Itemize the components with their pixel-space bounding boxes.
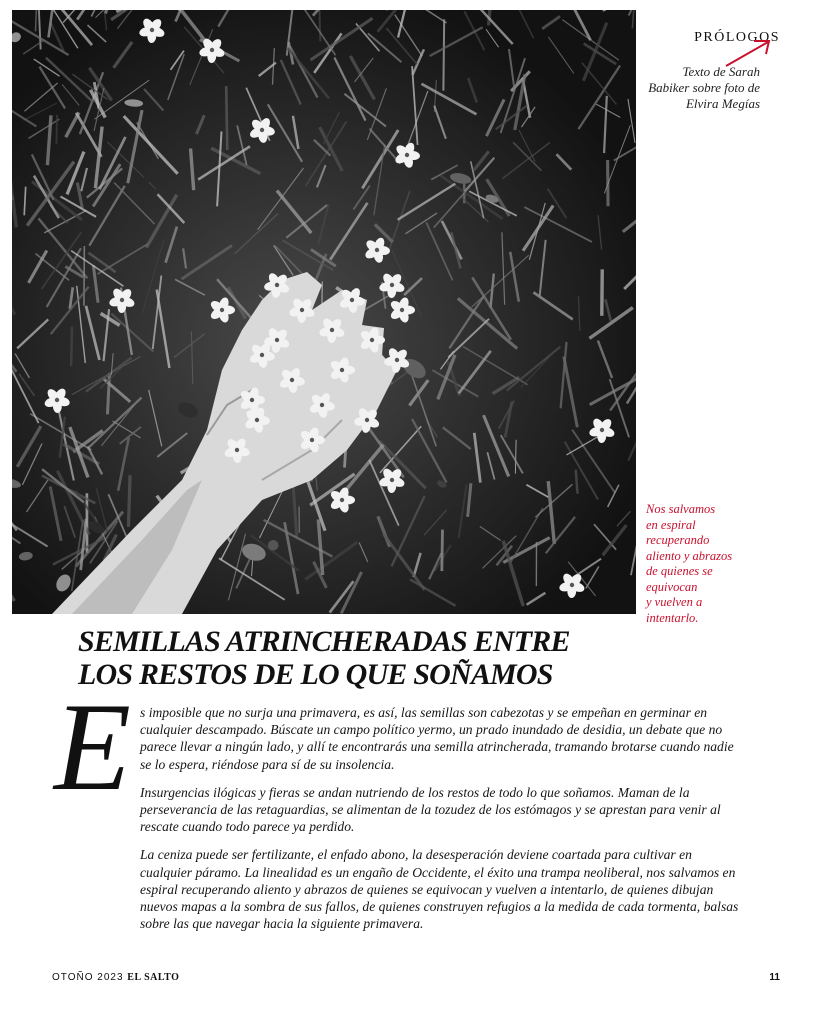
pull-quote-line: en espiral <box>646 517 696 532</box>
pull-quote-line: y vuelven a <box>646 595 703 609</box>
pull-quote-line: Nos salvamos <box>646 502 716 516</box>
article-body <box>140 704 740 943</box>
pull-quote <box>646 502 776 626</box>
issue-label: OTOÑO 2023 <box>52 972 124 983</box>
footer-issue <box>52 972 179 983</box>
paragraph: s imposible que no surja una primavera, es así, las semillas son cabezotas y se empeñan en germinar en cualquier descampado. Búscate un campo político yermo, un prado inundado de desidia, un debate que no parece llevar a ningún lado, y allí te encontrarás una semilla atrincherada, tramando brotarse cuando nadie se lo espera, riéndose para sí de su insolencia. <box>140 705 734 772</box>
page-number: 11 <box>769 972 780 983</box>
pull-quote-line: intentarlo. <box>646 610 699 625</box>
pull-quote-line: aliento y abrazos <box>646 548 733 563</box>
pull-quote-line: equivocan <box>646 579 698 594</box>
section-label: PRÓLOGOS <box>694 30 780 45</box>
paragraph: La ceniza puede ser fertilizante, el enfado abono, la desesperación deviene coartada para cultivar en cualquier páramo. La linealidad es un engaño de Occidente, el éxito una trampa neoliberal, nos salvamos en espiral recuperando aliento y abrazos de quienes se equivocan y vuelven a intentarlo, de quienes dibujan nuevos mapas a la sombra de sus fallos, de quienes construyen refugios a la medida de cada tormenta, balsas sobre las que navegar hacia la siguiente primavera. <box>140 847 739 932</box>
brand-logo: EL SALTO <box>127 972 180 983</box>
credit-line: Babiker sobre foto de <box>648 80 760 95</box>
pull-quote-line: de quienes se <box>646 564 713 578</box>
photo-credit <box>630 64 760 112</box>
drop-cap: E <box>54 678 131 817</box>
paragraph: Insurgencias ilógicas y fieras se andan nutriendo de los restos de todo lo que soñamos. Maman de la perseverancia de las retaguardias, se alimentan de la tozudez de los estómagos y se aprestan para venir al rescate cuando todo parece ya perdido. <box>140 784 721 835</box>
hero-photo <box>12 10 636 614</box>
pull-quote-line: recuperando <box>646 533 710 547</box>
title-line: LOS RESTOS DE LO QUE SOÑAMOS <box>78 658 553 691</box>
photo-illustration <box>12 10 636 614</box>
title-line: SEMILLAS ATRINCHERADAS ENTRE <box>78 625 570 658</box>
article-title <box>78 625 718 691</box>
credit-line: Elvira Megías <box>685 96 760 111</box>
credit-line: Texto de Sarah <box>682 64 760 79</box>
